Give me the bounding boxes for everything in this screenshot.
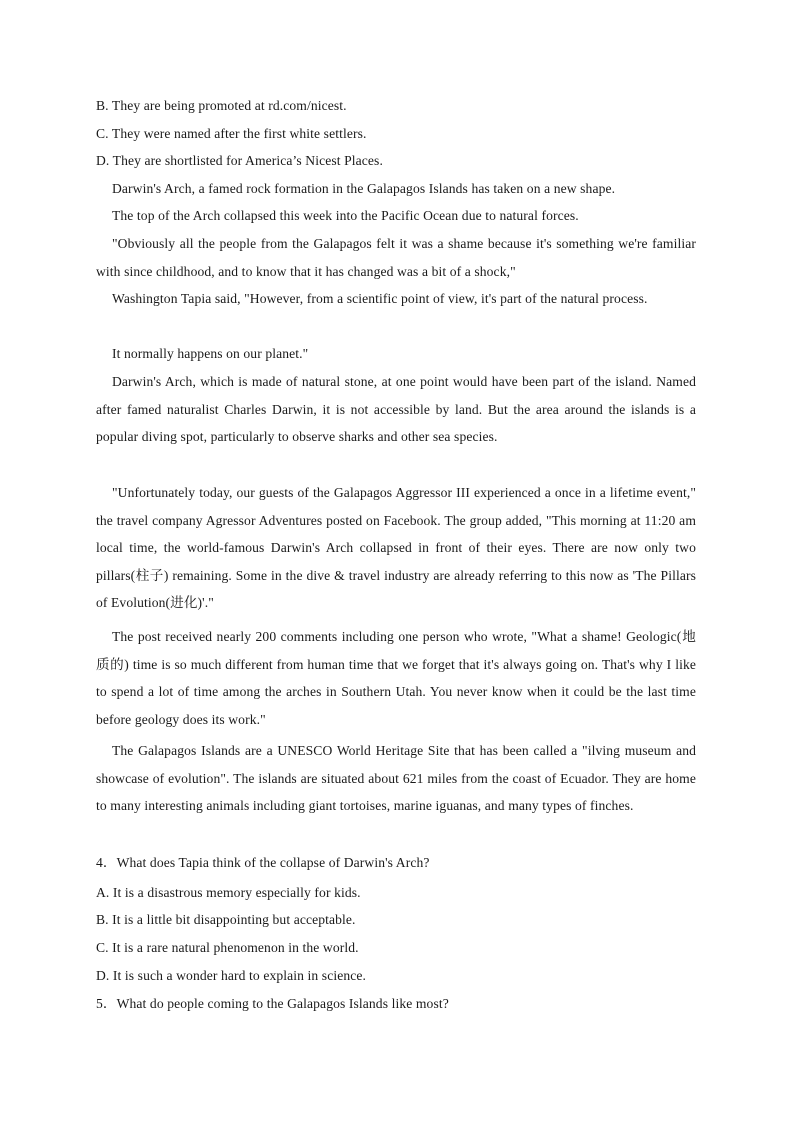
question-5-stem: 5．What do people coming to the Galapagos Islands like most? — [96, 996, 449, 1011]
passage-paragraph-4: Washington Tapia said, "However, from a scientific point of view, it's part of the natural process. — [112, 291, 648, 306]
question-4-stem: 4．What does Tapia think of the collapse of Darwin's Arch? — [96, 855, 430, 870]
passage-paragraph-8: The post received nearly 200 comments including one person who wrote, "What a shame! Geologic(地质的) time is so much different from human time that we forget that it's always going on. That's why I like to spend a lot of time among the arches in Southern Utah. You never know when it could be the last time before geology does its work." — [96, 629, 696, 727]
passage-paragraph-3: "Obviously all the people from the Galapagos felt it was a shame because it's something we're familiar with since childhood, and to know that it has changed was a bit of a shock," — [96, 236, 696, 279]
question-4-option-a: A. It is a disastrous memory especially for kids. — [96, 885, 361, 900]
question-4-option-c: C. It is a rare natural phenomenon in the world. — [96, 940, 359, 955]
option-d: D. They are shortlisted for America’s Nicest Places. — [96, 153, 383, 168]
passage-paragraph-7: "Unfortunately today, our guests of the Galapagos Aggressor III experienced a once in a lifetime event," the travel company Agressor Adventures posted on Facebook. The group added, "This morning at 11:20 am local time, the world-famous Darwin's Arch collapsed in front of their eyes. There are now only two pillars(柱子) remaining. Some in the dive & travel industry are already referring to this now as 'The Pillars of Evolution(进化)'." — [96, 485, 696, 611]
passage-paragraph-1: Darwin's Arch, a famed rock formation in the Galapagos Islands has taken on a new shape. — [112, 181, 616, 196]
question-4-option-d: D. It is such a wonder hard to explain in science. — [96, 968, 366, 983]
question-4-option-b: B. It is a little bit disappointing but acceptable. — [96, 912, 356, 927]
passage-paragraph-2: The top of the Arch collapsed this week into the Pacific Ocean due to natural forces. — [112, 208, 579, 223]
passage-paragraph-5: It normally happens on our planet." — [112, 346, 309, 361]
option-c: C. They were named after the first white settlers. — [96, 126, 367, 141]
option-b: B. They are being promoted at rd.com/nicest. — [96, 98, 347, 113]
passage-paragraph-9: The Galapagos Islands are a UNESCO World Heritage Site that has been called a "ilving museum and showcase of evolution". The islands are situated about 621 miles from the coast of Ecuador. They are home to many interesting animals including giant tortoises, marine iguanas, and many types of finches. — [96, 743, 696, 814]
passage-paragraph-6: Darwin's Arch, which is made of natural stone, at one point would have been part of the island. Named after famed naturalist Charles Darwin, it is not accessible by land. But the area around the islands is a popular diving spot, particularly to observe sharks and other sea species. — [96, 374, 696, 445]
